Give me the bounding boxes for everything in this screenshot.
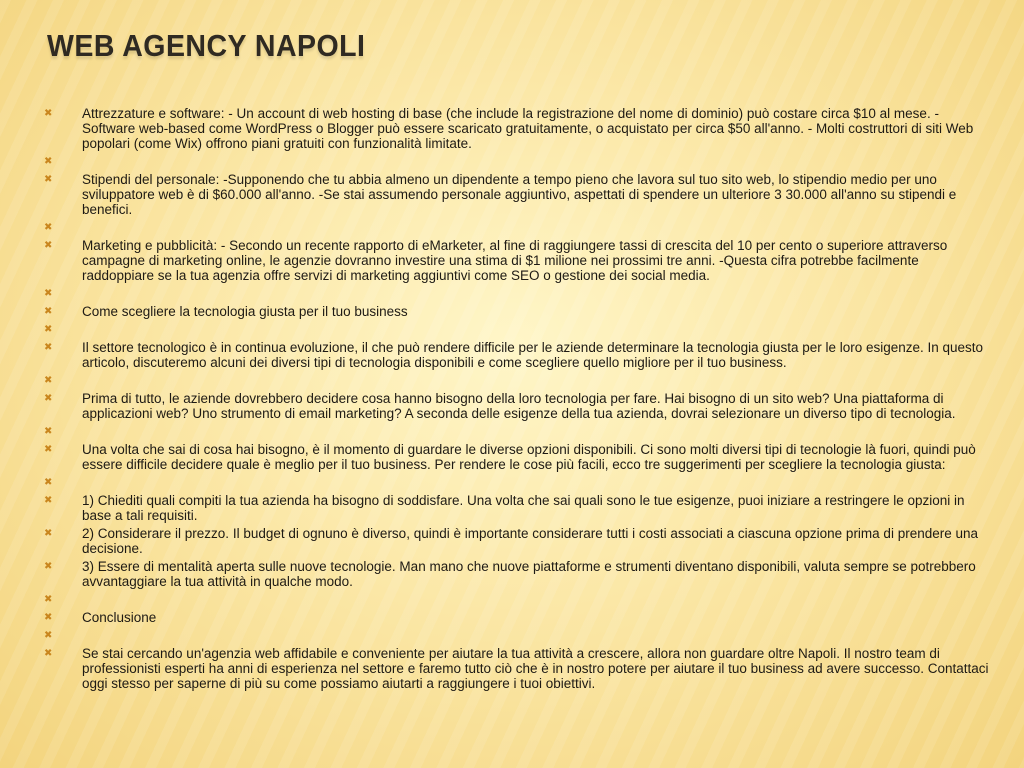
bullet-text: 1) Chiediti quali compiti la tua azienda ha bisogno di soddisfare. Una volta che sai quali sono le tue esigenze, puoi iniziare a restringere le opzioni in base a tali requisiti. (82, 493, 965, 523)
bullet-item (44, 559, 994, 589)
bullet-text: Prima di tutto, le aziende dovrebbero decidere cosa hanno bisogno della loro tecnologia per fare. Hai bisogno di un sito web? Una piattaforma di applicazioni web? Uno strumento di email marketing? A seconda delle esigenze della tua azienda, dovrai selezionare un diverso tipo di tecnologia. (82, 391, 956, 421)
bullet-item (44, 391, 994, 421)
bullet-item (44, 172, 994, 217)
bullet-item (44, 154, 994, 169)
bullet-item (44, 592, 994, 607)
star-bullet-icon: ✖ (44, 630, 53, 641)
bullet-item (44, 646, 994, 691)
bullet-item (44, 526, 994, 556)
star-bullet-icon: ✖ (44, 528, 53, 539)
star-bullet-icon: ✖ (44, 561, 53, 572)
star-bullet-icon: ✖ (44, 174, 53, 185)
bullet-item (44, 493, 994, 523)
star-bullet-icon: ✖ (44, 648, 53, 659)
star-bullet-icon: ✖ (44, 342, 53, 353)
star-bullet-icon: ✖ (44, 288, 53, 299)
bullet-text: 3) Essere di mentalità aperta sulle nuove tecnologie. Man mano che nuove piattaforme e strumenti diventano disponibili, valuta sempre se potrebbero avvantaggiare la tua attività in qualche modo. (82, 559, 976, 589)
bullet-item (44, 304, 994, 319)
star-bullet-icon: ✖ (44, 324, 53, 335)
bullet-item (44, 373, 994, 388)
bullet-text: Una volta che sai di cosa hai bisogno, è il momento di guardare le diverse opzioni disponibili. Ci sono molti diversi tipi di tecnologie là fuori, quindi può essere difficile decidere quale è meglio per il tuo business. Per rendere le cose più facili, ecco tre suggerimenti per scegliere la tecnologia giusta: (82, 442, 976, 472)
bullet-item (44, 475, 994, 490)
bullet-text: Il settore tecnologico è in continua evoluzione, il che può rendere difficile per le aziende determinare la tecnologia giusta per le loro esigenze. In questo articolo, discuteremo alcuni dei diversi tipi di tecnologia disponibili e come scegliere quello migliore per il tuo business. (82, 340, 984, 370)
star-bullet-icon: ✖ (44, 108, 53, 119)
bullet-text: Conclusione (82, 610, 157, 625)
bullet-item (44, 424, 994, 439)
bullet-item (44, 238, 994, 283)
bullet-text: Se stai cercando un'agenzia web affidabile e conveniente per aiutare la tua attività a crescere, allora non guardare oltre Napoli. Il nostro team di professionisti esperti ha anni di esperienza nel settore e faremo tutto ciò che è in nostro potere per aiutare il tuo business ad avere successo. Contattaci oggi stesso per saperne di più su come possiamo aiutarti a raggiungere i tuoi obiettivi. (82, 646, 989, 691)
star-bullet-icon: ✖ (44, 375, 53, 386)
star-bullet-icon: ✖ (44, 240, 53, 251)
bullet-item (44, 322, 994, 337)
bullet-item (44, 220, 994, 235)
star-bullet-icon: ✖ (44, 594, 53, 605)
star-bullet-icon: ✖ (44, 306, 53, 317)
bullet-text: Marketing e pubblicità: - Secondo un recente rapporto di eMarketer, al fine di raggiungere tassi di crescita del 10 per cento o superiore attraverso campagne di marketing online, le agenzie dovranno investire una stima di $1 milione nei prossimi tre anni. -Questa cifra potrebbe facilmente raddoppiare se la tua agenzia offre servizi di marketing aggiuntivi come SEO o gestione dei social media. (82, 238, 948, 283)
star-bullet-icon: ✖ (44, 477, 53, 488)
star-bullet-icon: ✖ (44, 495, 53, 506)
bullet-text: Come scegliere la tecnologia giusta per il tuo business (82, 304, 408, 319)
bullet-text: Attrezzature e software: - Un account di web hosting di base (che include la registrazione del nome di dominio) può costare circa $10 al mese. - Software web-based come WordPress o Blogger può essere scaricato gratuitamente, o acquistato per circa $50 all'anno. - Molti costruttori di siti Web popolari (come Wix) offrono piani gratuiti con funzionalità limitate. (82, 106, 974, 151)
bullet-text: 2) Considerare il prezzo. Il budget di ognuno è diverso, quindi è importante considerare tutti i costi associati a ciascuna opzione prima di prendere una decisione. (82, 526, 979, 556)
star-bullet-icon: ✖ (44, 393, 53, 404)
bullet-item (44, 340, 994, 370)
bullet-item (44, 628, 994, 643)
bullet-item (44, 610, 994, 625)
star-bullet-icon: ✖ (44, 426, 53, 437)
slide-title: WEB AGENCY NAPOLI (47, 28, 366, 63)
bullet-item (44, 106, 994, 151)
bullet-item (44, 442, 994, 472)
star-bullet-icon: ✖ (44, 444, 53, 455)
star-bullet-icon: ✖ (44, 156, 53, 167)
bullet-list (44, 106, 994, 694)
bullet-text: Stipendi del personale: -Supponendo che tu abbia almeno un dipendente a tempo pieno che lavora sul tuo sito web, lo stipendio medio per uno sviluppatore web è di $60.000 all'anno. -Se stai assumendo personale aggiuntivo, aspettati di spendere un ulteriore 3 30.000 all'anno su stipendi e benefici. (82, 172, 957, 217)
star-bullet-icon: ✖ (44, 612, 53, 623)
star-bullet-icon: ✖ (44, 222, 53, 233)
bullet-item (44, 286, 994, 301)
